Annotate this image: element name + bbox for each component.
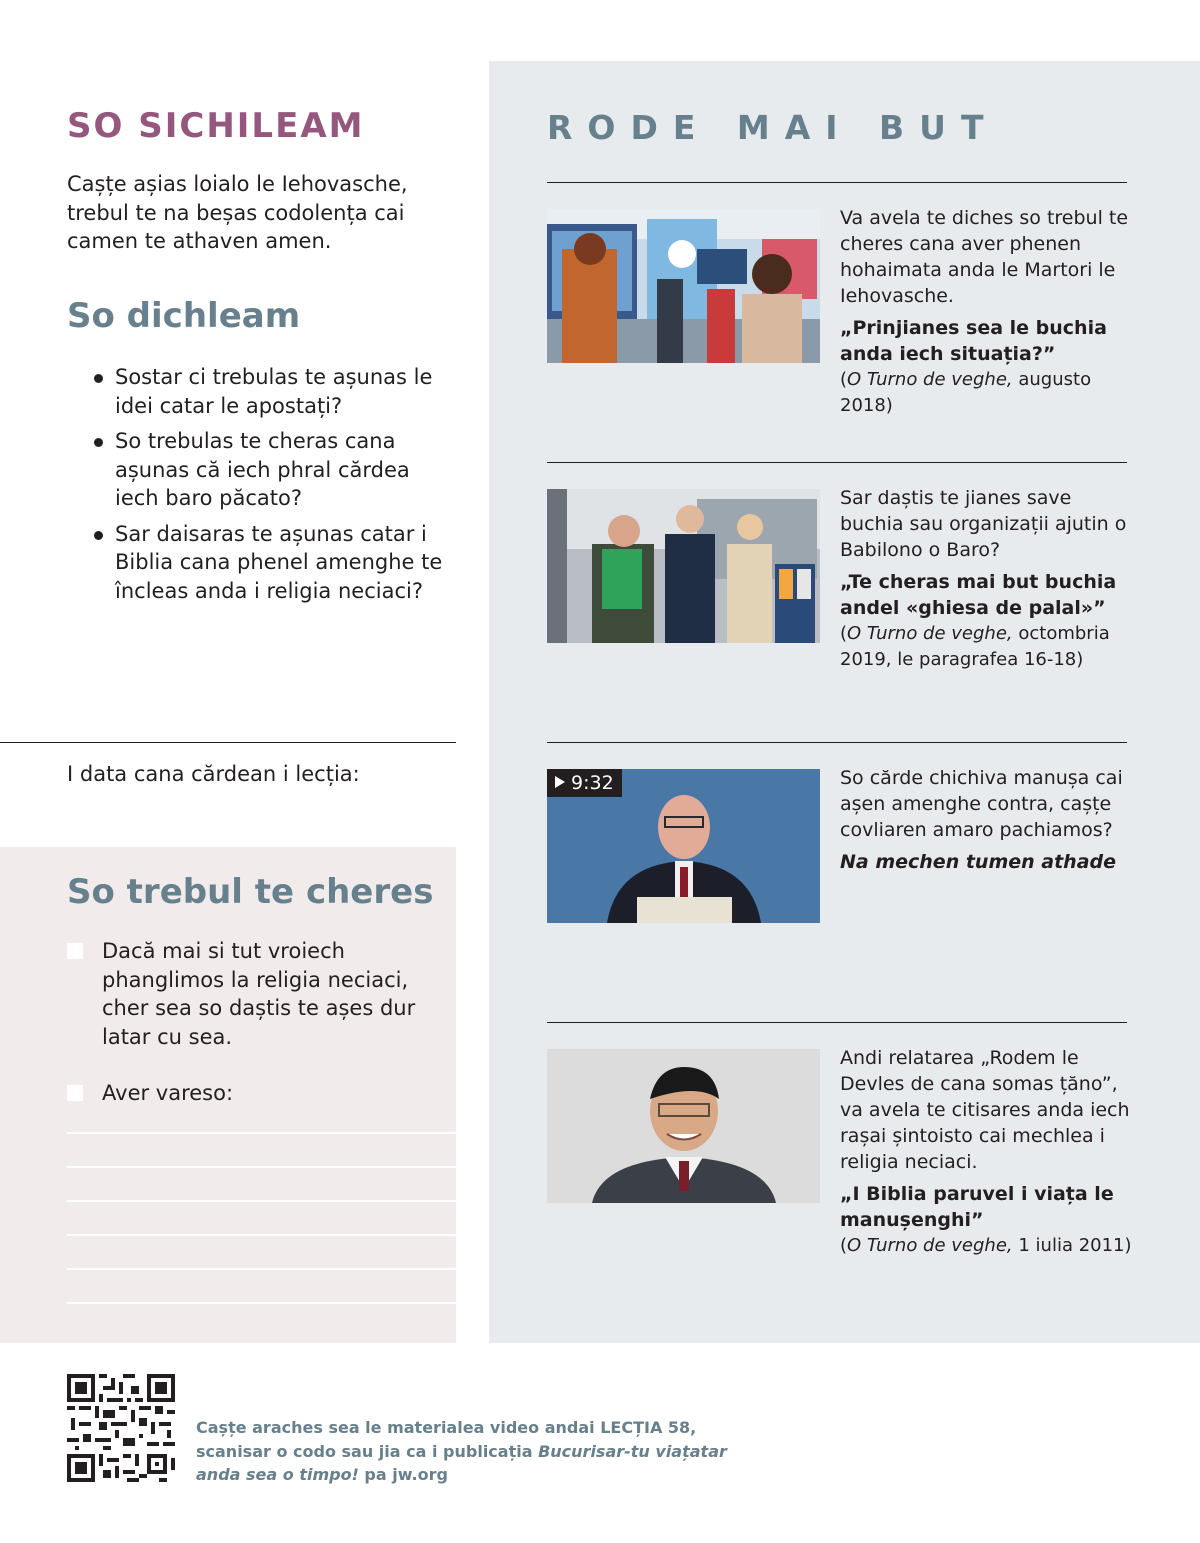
play-icon bbox=[555, 776, 565, 788]
divider bbox=[0, 742, 456, 743]
writing-line[interactable] bbox=[67, 1132, 456, 1134]
resource-link-title[interactable]: „I Biblia paruvel i viața le manușenghi” bbox=[840, 1183, 1114, 1231]
resource-description: Andi relatarea „Rodem le Devles de cana somas țăno”, va avela te citisares anda iech rașai șintoisto cai mechlea i religia neciaci. bbox=[840, 1047, 1130, 1173]
completion-date-label: I data cana cărdean i lecția: bbox=[67, 762, 360, 786]
resource-item bbox=[840, 765, 1140, 875]
resource-item bbox=[840, 485, 1140, 673]
checkbox[interactable] bbox=[67, 1085, 83, 1101]
resource-description: So cărde chichiva manușa cai așen amenghe contra, cașțe covliaren amaro pachiamos? bbox=[840, 767, 1123, 841]
divider bbox=[547, 1022, 1127, 1023]
writing-line[interactable] bbox=[67, 1268, 456, 1270]
action-checklist-item: Dacă mai si tut vroiech phanglimos la religia neciaci, cher sea so daștis te așes dur latar cu sea. bbox=[67, 937, 437, 1051]
bullet-icon bbox=[94, 438, 103, 447]
writing-line[interactable] bbox=[67, 1234, 456, 1236]
article-thumbnail-cart-witnessing[interactable] bbox=[547, 489, 820, 643]
action-heading: So trebul te cheres bbox=[67, 872, 434, 912]
resource-item bbox=[840, 205, 1140, 419]
resource-source: (O Turno de veghe, 1 iulia 2011) bbox=[840, 1235, 1132, 1256]
review-heading: So dichleam bbox=[67, 296, 301, 336]
video-duration-badge: 9:32 bbox=[547, 769, 622, 797]
divider bbox=[547, 742, 1127, 743]
writing-line[interactable] bbox=[67, 1166, 456, 1168]
footer-note: Cașțe araches sea le materialea video andai LECȚIA 58, scanisar o codo sau jia ca i publicația Bucurisar-tu viațatar anda sea o timpo! pa jw.org bbox=[196, 1418, 727, 1484]
bullet-icon bbox=[94, 531, 103, 540]
divider bbox=[547, 182, 1127, 183]
bullet-icon bbox=[94, 374, 103, 383]
writing-line[interactable] bbox=[67, 1302, 456, 1304]
resource-source: (O Turno de veghe, augusto 2018) bbox=[840, 369, 1092, 416]
review-question: So trebulas te cheras cana așunas că iech phral cărdea iech baro păcato? bbox=[92, 427, 444, 513]
summary-text: Cașțe așias loialo le Iehovasche, trebul te na beșas codolența cai camen te athaven amen. bbox=[67, 172, 408, 253]
article-thumbnail-news-screens[interactable] bbox=[547, 209, 820, 363]
resource-link-title[interactable]: „Te cheras mai but buchia andel «ghiesa de palal»” bbox=[840, 571, 1117, 619]
divider bbox=[547, 462, 1127, 463]
resource-description: Sar daștis te jianes save buchia sau organizații ajutin o Babilono o Baro? bbox=[840, 487, 1127, 561]
resource-link-title[interactable]: „Prinjianes sea le buchia anda iech situația?” bbox=[840, 317, 1107, 365]
checkbox[interactable] bbox=[67, 943, 83, 959]
review-questions bbox=[92, 363, 444, 612]
resource-description: Va avela te diches so trebul te cheres cana aver phenen hohaimata anda le Martori le Iehovasche. bbox=[840, 207, 1129, 307]
video-thumbnail[interactable] bbox=[547, 769, 820, 923]
action-checklist-item: Aver vareso: bbox=[67, 1079, 437, 1108]
summary-title: SO SICHILEAM bbox=[67, 106, 365, 146]
resource-item bbox=[840, 1045, 1140, 1259]
review-question: Sostar ci trebulas te așunas le idei catar le apostați? bbox=[92, 363, 444, 420]
qr-code-icon[interactable] bbox=[67, 1374, 175, 1482]
resource-source: (O Turno de veghe, octombria 2019, le paragrafea 16-18) bbox=[840, 623, 1110, 670]
review-question: Sar daisaras te așunas catar i Biblia cana phenel amenghe te încleas anda i religia neciaci? bbox=[92, 520, 444, 606]
more-resources-title: RODE MAI BUT bbox=[547, 108, 999, 147]
video-link-title[interactable]: Na mechen tumen athade bbox=[840, 851, 1117, 873]
writing-line[interactable] bbox=[67, 1200, 456, 1202]
article-thumbnail-portrait[interactable] bbox=[547, 1049, 820, 1203]
